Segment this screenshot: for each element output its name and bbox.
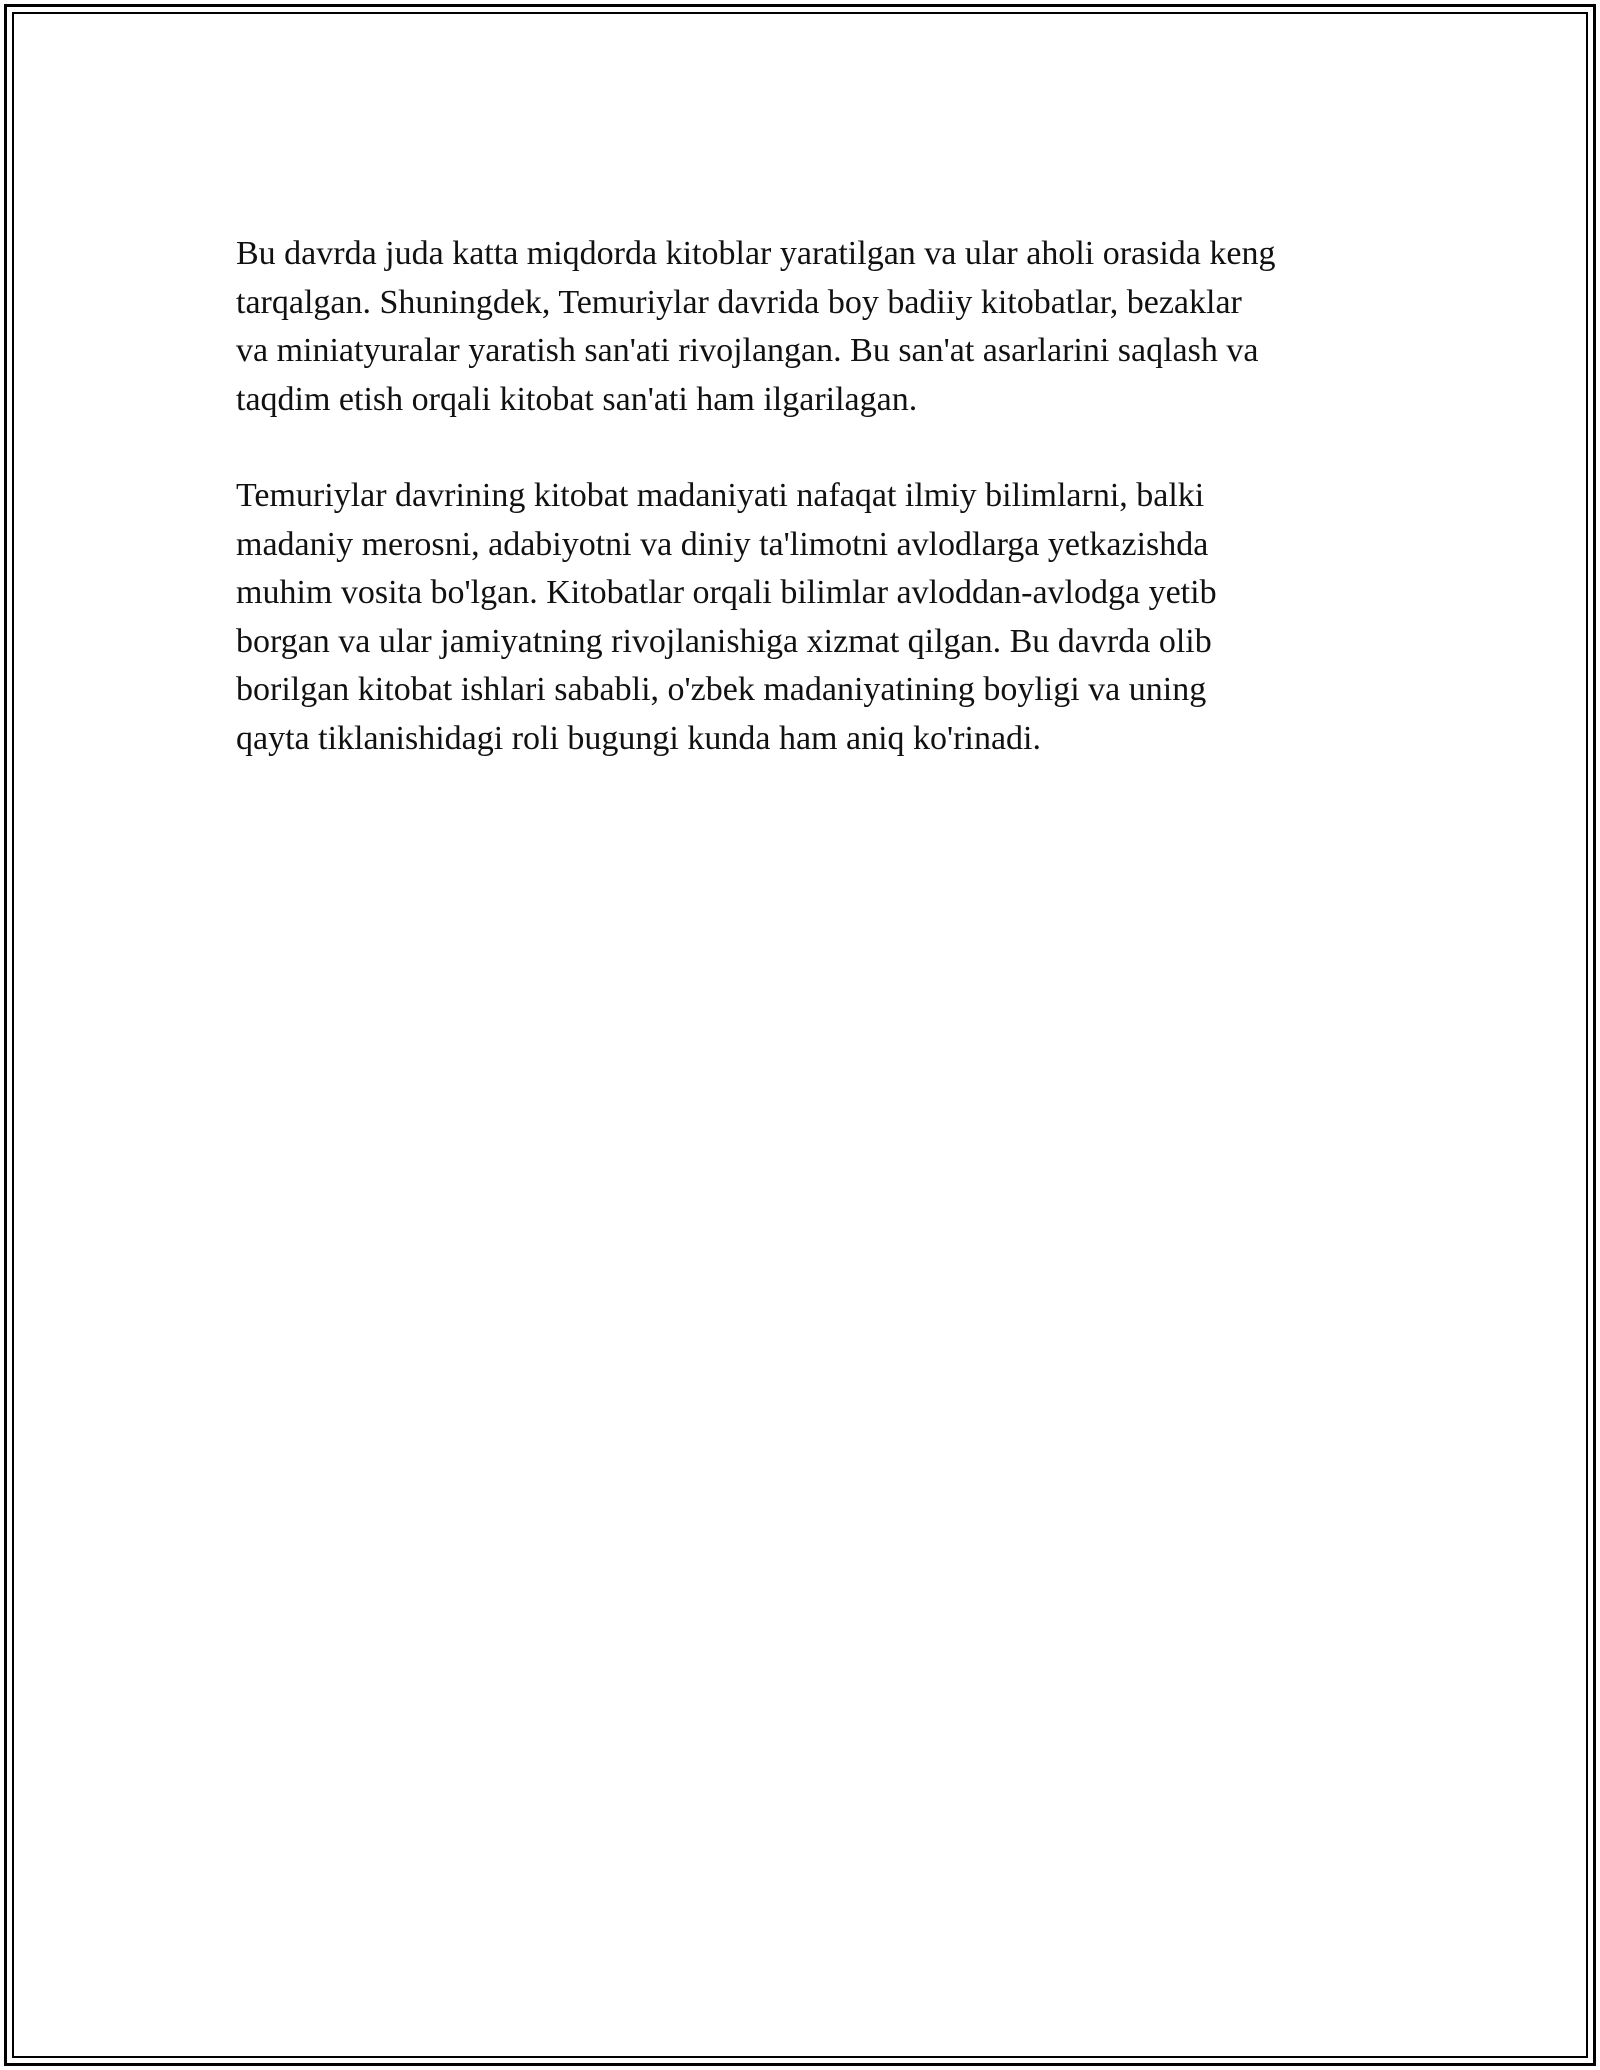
document-body bbox=[236, 230, 1386, 763]
paragraph-2: Temuriylar davrining kitobat madaniyati nafaqat ilmiy bilimlarni, balki madaniy merosni, adabiyotni va diniy ta'limotni avlodlarga yetkazishda muhim vosita bo'lgan. Kitobatlar orqali bilimlar avloddan-avlodga yetib borgan va ular jamiyatning rivojlanishiga xizmat qilgan. Bu davrda olib borilgan kitobat ishlari sababli, o'zbek madaniyatining boyligi va uning qayta tiklanishidagi roli bugungi kunda ham aniq ko'rinadi. bbox=[236, 477, 1217, 757]
paragraph-1: Bu davrda juda katta miqdorda kitoblar yaratilgan va ular aholi orasida keng tarqalgan. Shuningdek, Temuriylar davrida boy badiiy kitobatlar, bezaklar va miniatyuralar yaratish san'ati rivojlangan. Bu san'at asarlarini saqlash va taqdim etish orqali kitobat san'ati ham ilgarilagan. bbox=[236, 235, 1276, 418]
